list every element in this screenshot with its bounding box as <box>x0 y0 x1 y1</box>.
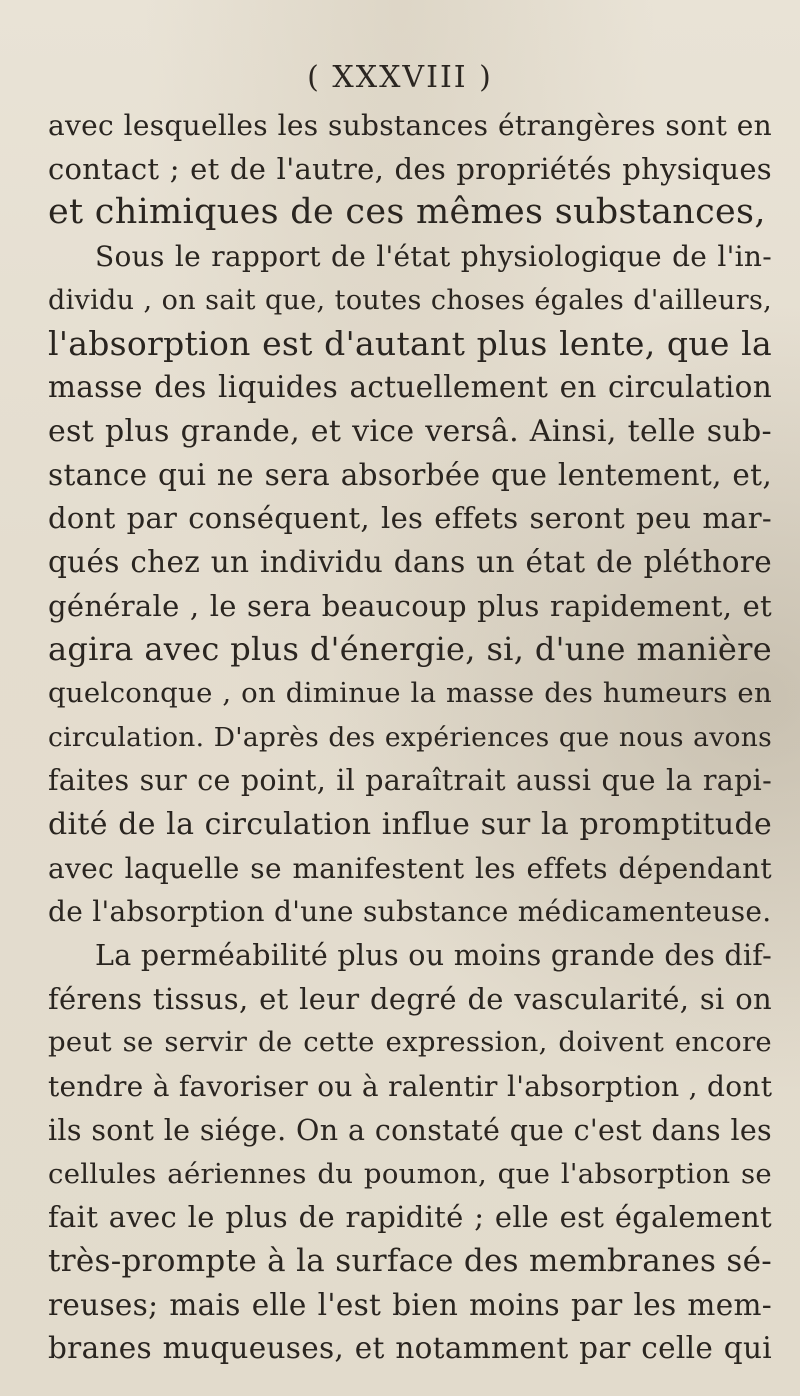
body-text <box>48 104 772 1371</box>
text-line: qués chez un individu dans un état de pléthore <box>48 544 772 579</box>
text-line: circulation. D'après des expériences que nous avons <box>48 721 772 753</box>
text-line: cellules aériennes du poumon, que l'absorption se <box>48 1157 772 1190</box>
text-line: avec laquelle se manifestent les effets dépendant <box>48 851 772 885</box>
text-line: masse des liquides actuellement en circulation <box>48 370 772 405</box>
text-line: agira avec plus d'énergie, si, d'une manière <box>48 630 772 669</box>
text-line: contact ; et de l'autre, des propriétés physiques <box>48 151 772 186</box>
text-line: est plus grande, et vice versâ. Ainsi, telle sub- <box>48 413 772 449</box>
text-line: reuses; mais elle l'est bien moins par les mem- <box>48 1287 772 1322</box>
text-line: branes muqueuses, et notamment par celle qui <box>48 1331 772 1366</box>
text-line: dividu , on sait que, toutes choses égales d'ailleurs, <box>48 284 772 316</box>
text-line: dité de la circulation influe sur la promptitude <box>48 807 772 842</box>
text-line: dont par conséquent, les effets seront peu mar- <box>48 501 772 536</box>
page-header: ( XXXVIII ) <box>307 60 493 95</box>
text-line: et chimiques de ces mêmes substances, <box>48 192 766 233</box>
text-line: fait avec le plus de rapidité ; elle est également <box>48 1200 772 1235</box>
text-line: peut se servir de cette expression, doivent encore <box>48 1026 772 1059</box>
paragraph-start-line: La perméabilité plus ou moins grande des dif- <box>95 939 773 973</box>
text-line: l'absorption est d'autant plus lente, que la <box>48 324 772 364</box>
paragraph-start-line: Sous le rapport de l'état physiologique de l'in- <box>95 240 772 274</box>
text-line: ils sont le siége. On a constaté que c'est dans les <box>48 1113 772 1147</box>
text-line: générale , le sera beaucoup plus rapidement, et <box>48 588 772 623</box>
text-line: très-prompte à la surface des membranes sé- <box>48 1242 772 1279</box>
text-line: avec lesquelles les substances étrangères sont en <box>48 109 772 142</box>
text-line: faites sur ce point, il paraîtrait aussi que la rapi- <box>48 764 772 798</box>
text-line: férens tissus, et leur degré de vascularité, si on <box>48 981 772 1016</box>
text-line: tendre à favoriser ou à ralentir l'absorption , dont <box>48 1070 773 1104</box>
text-line: stance qui ne sera absorbée que lentement, et, <box>48 457 772 492</box>
text-line: quelconque , on diminue la masse des humeurs en <box>48 676 772 709</box>
text-line: de l'absorption d'une substance médicamenteuse. <box>48 895 772 929</box>
